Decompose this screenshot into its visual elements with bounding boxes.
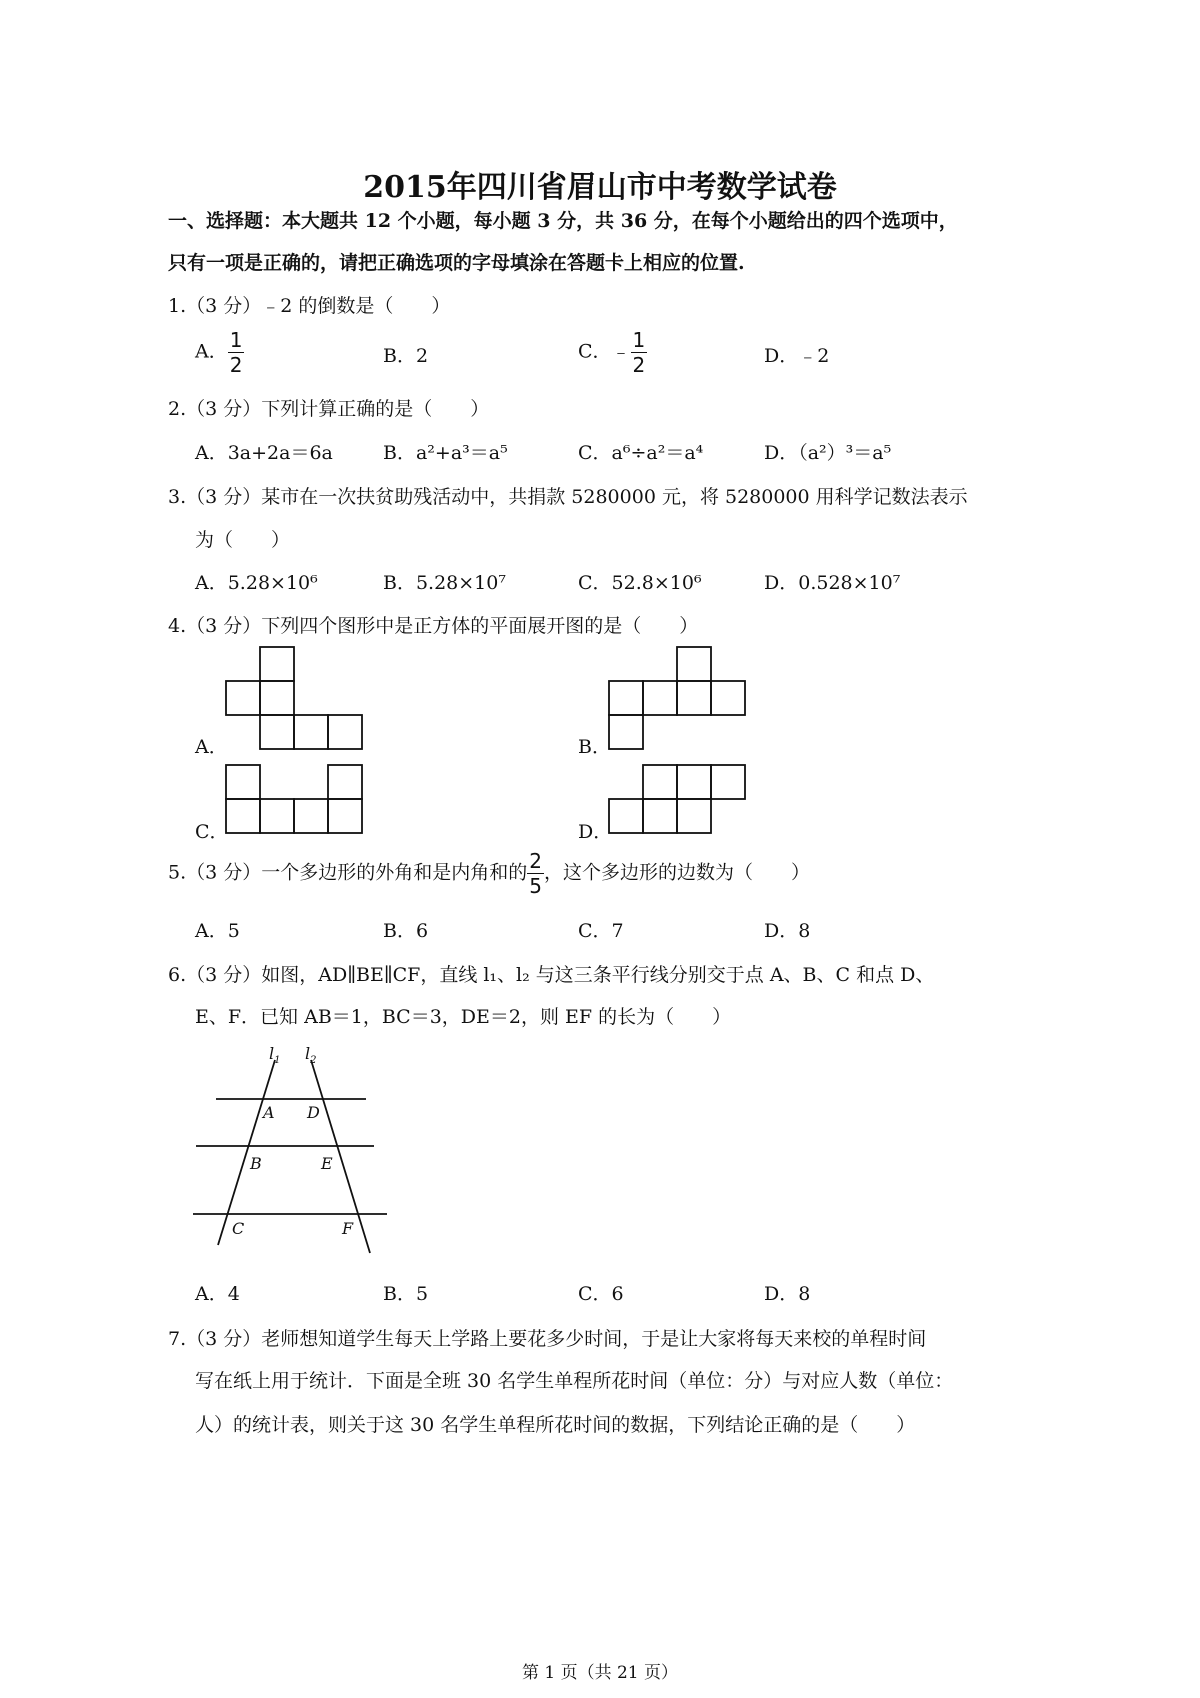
q3-stem-line1: 3.（3 分）某市在一次扶贫助残活动中，共捐款 5280000 元，将 5280000 用科学记数法表示	[168, 486, 968, 508]
q4-option-c-label: C．	[195, 821, 229, 843]
q7-stem-line1: 7.（3 分）老师想知道学生每天上学路上要花多少时间，于是让大家将每天来校的单程时间	[168, 1328, 927, 1350]
q3-stem-line2: 为（ ）	[195, 529, 291, 551]
transversal-l2	[311, 1060, 370, 1253]
section-instructions-line2: 只有一项是正确的，请把正确选项的字母填涂在答题卡上相应的位置.	[168, 252, 745, 274]
q4-net-c-figure	[225, 763, 365, 835]
q2-stem: 2.（3 分）下列计算正确的是（ ）	[168, 398, 490, 420]
page-footer: 第 1 页（共 21 页）	[521, 1663, 679, 1683]
q6-option-b: B．5	[383, 1283, 429, 1305]
label-l2: $l_2$	[305, 1045, 317, 1066]
q1-option-d: D．﹣2	[764, 345, 830, 367]
section-instructions-line1: 一、选择题：本大题共 12 个小题，每小题 3 分，共 36 分，在每个小题给出的四个选项中，	[168, 210, 958, 232]
q7-stem-line2: 写在纸上用于统计．下面是全班 30 名学生单程所花时间（单位：分）与对应人数（单位：	[195, 1370, 954, 1392]
q4-option-d-label: D．	[578, 821, 613, 843]
q1-c-fraction: $\frac{1}{2}$	[632, 328, 646, 377]
q6-option-c: C．6	[578, 1283, 624, 1305]
q6-option-a: A．4	[195, 1283, 240, 1305]
label-d: D	[307, 1103, 320, 1122]
q5-option-a: A．5	[195, 920, 240, 942]
q3-option-b: B．5.28×10⁷	[383, 572, 506, 594]
label-c: C	[232, 1219, 245, 1238]
q1-option-a: A． $\frac{1}{2}$	[195, 328, 243, 377]
q6-parallel-lines-figure	[190, 1045, 395, 1260]
q6-stem-line2: E、F．已知 AB＝1，BC＝3，DE＝2，则 EF 的长为（ ）	[195, 1006, 732, 1028]
q1-option-c: C．﹣ $\frac{1}{2}$	[578, 328, 646, 377]
q3-option-c: C．52.8×10⁶	[578, 572, 702, 594]
q1-stem: 1.（3 分）﹣2 的倒数是（ ）	[168, 295, 451, 317]
q3-option-d: D．0.528×10⁷	[764, 572, 901, 594]
q2-option-c: C．a⁶÷a²＝a⁴	[578, 442, 704, 464]
q7-stem-line3: 人）的统计表，则关于这 30 名学生单程所花时间的数据，下列结论正确的是（ ）	[195, 1414, 916, 1436]
q5-stem: 5.（3 分）一个多边形的外角和是内角和的 $\frac{2}{5}$ ，这个多边形的边数为（ ）	[168, 849, 811, 898]
label-f: F	[342, 1219, 354, 1238]
page-title: 2015年四川省眉山市中考数学试卷	[363, 170, 837, 205]
q2-option-d: D．（a²）³＝a⁵	[764, 442, 892, 464]
q4-option-a-label: A．	[195, 736, 228, 758]
q2-option-a: A．3a+2a＝6a	[195, 442, 333, 464]
q5-option-b: B．6	[383, 920, 429, 942]
q4-net-a-figure	[225, 645, 365, 750]
transversal-l1	[218, 1060, 275, 1245]
label-e: E	[321, 1154, 333, 1173]
q4-option-b-label: B．	[578, 736, 611, 758]
q1-option-b: B．2	[383, 345, 429, 367]
q5-fraction: $\frac{2}{5}$	[529, 849, 542, 898]
q1-a-fraction: $\frac{1}{2}$	[229, 328, 243, 377]
q6-stem-line1: 6.（3 分）如图，AD∥BE∥CF，直线 l₁、l₂ 与这三条平行线分别交于点 A、B、C 和点 D、	[168, 964, 935, 986]
q3-option-a: A．5.28×10⁶	[195, 572, 318, 594]
q5-option-c: C．7	[578, 920, 624, 942]
q2-option-b: B．a²+a³＝a⁵	[383, 442, 508, 464]
label-l1: $l_1$	[269, 1045, 281, 1066]
q5-option-d: D．8	[764, 920, 811, 942]
q4-stem: 4.（3 分）下列四个图形中是正方体的平面展开图的是（ ）	[168, 615, 699, 637]
label-a: A	[263, 1103, 275, 1122]
q6-option-d: D．8	[764, 1283, 811, 1305]
q4-net-b-figure	[608, 645, 748, 750]
q4-net-d-figure	[608, 763, 748, 835]
label-b: B	[250, 1154, 262, 1173]
